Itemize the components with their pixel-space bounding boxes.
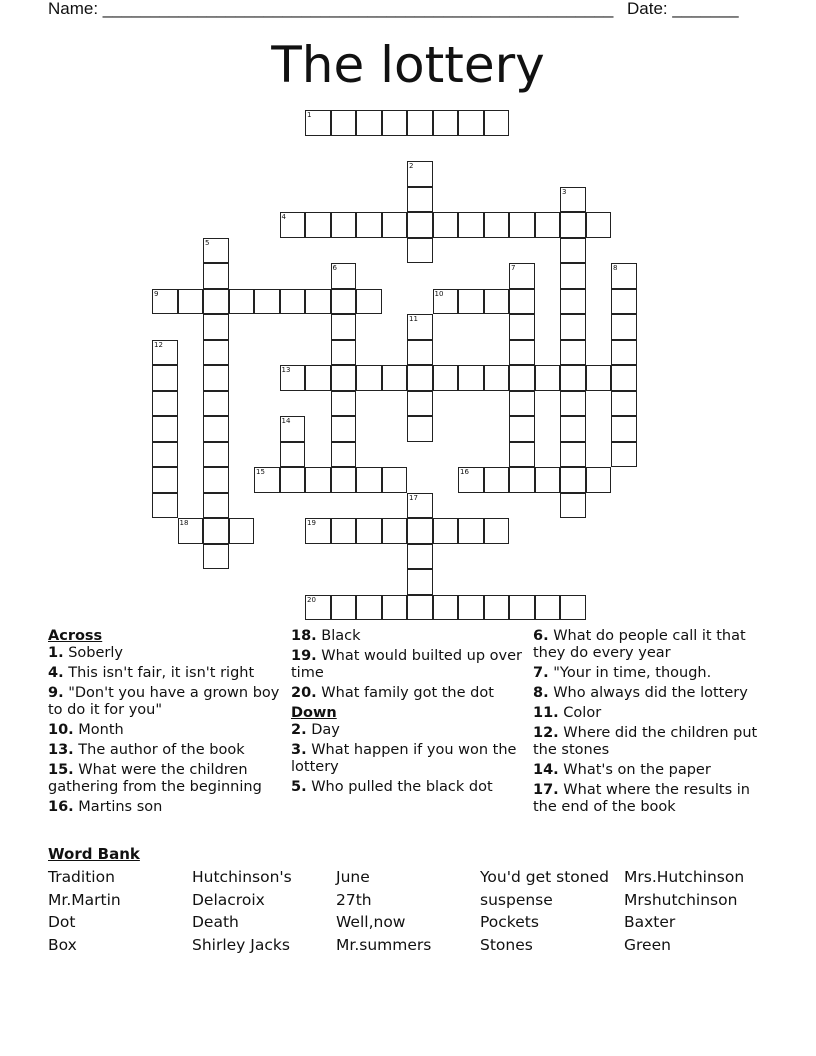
clue-text: "Your in time, though. [548, 665, 712, 681]
grid-cell[interactable] [331, 110, 357, 136]
clue-item [533, 685, 773, 702]
grid-cell[interactable] [152, 493, 178, 519]
clue-number: 17 [409, 493, 418, 502]
grid-cell[interactable] [560, 391, 586, 417]
grid-cell[interactable] [560, 416, 586, 442]
clue-text: Who pulled the black dot [306, 779, 493, 795]
grid-cell[interactable] [560, 442, 586, 468]
clue-item [533, 705, 773, 722]
grid-cell[interactable] [331, 314, 357, 340]
grid-cell[interactable] [407, 238, 433, 264]
clue-item [533, 665, 773, 682]
grid-cell[interactable] [305, 467, 331, 493]
grid-cell[interactable] [331, 263, 357, 289]
word-bank-item: Pockets [480, 913, 539, 931]
clue-number-label: 7. [533, 665, 549, 681]
grid-cell[interactable] [331, 289, 357, 315]
clue-number-label: 19. [291, 648, 317, 664]
grid-cell[interactable] [407, 544, 433, 570]
grid-cell[interactable] [484, 365, 510, 391]
grid-cell[interactable] [509, 340, 535, 366]
grid-cell[interactable] [152, 442, 178, 468]
grid-cell[interactable] [560, 493, 586, 519]
clue-text: "Don't you have a grown boy to do it for you" [48, 685, 280, 718]
grid-cell[interactable] [331, 595, 357, 621]
clue-item [291, 742, 531, 776]
word-bank-item: Mr.Martin [48, 891, 121, 909]
grid-cell[interactable] [509, 289, 535, 315]
grid-cell[interactable] [331, 416, 357, 442]
grid-cell[interactable] [407, 518, 433, 544]
grid-cell[interactable] [509, 391, 535, 417]
clue-item [48, 762, 288, 796]
word-bank-item: suspense [480, 891, 553, 909]
grid-cell[interactable] [433, 595, 459, 621]
grid-cell[interactable] [203, 467, 229, 493]
grid-cell[interactable] [407, 569, 433, 595]
clue-item [533, 762, 773, 779]
clue-item [291, 648, 531, 682]
grid-cell[interactable] [611, 442, 637, 468]
grid-cell[interactable] [586, 212, 612, 238]
clue-number-label: 12. [533, 725, 559, 741]
clue-item [48, 665, 288, 682]
grid-cell[interactable] [280, 467, 306, 493]
date-field-label: Date: _______ [627, 0, 739, 18]
clue-text: Soberly [63, 645, 123, 661]
grid-cell[interactable] [280, 442, 306, 468]
grid-cell[interactable] [560, 314, 586, 340]
grid-cell[interactable] [611, 289, 637, 315]
grid-cell[interactable] [433, 518, 459, 544]
grid-cell[interactable] [254, 467, 280, 493]
grid-cell[interactable] [254, 289, 280, 315]
grid-cell[interactable] [433, 289, 459, 315]
clue-number-label: 8. [533, 685, 549, 701]
clue-item [533, 628, 773, 662]
name-field-label: Name: ______________________________________________________ [48, 0, 614, 18]
word-bank-item: Death [192, 913, 239, 931]
clue-number: 6 [332, 264, 337, 272]
grid-cell[interactable] [458, 289, 484, 315]
grid-cell[interactable] [484, 467, 510, 493]
clue-number-label: 6. [533, 628, 549, 644]
clue-number: 8 [613, 264, 618, 272]
grid-cell[interactable] [407, 110, 433, 136]
grid-cell[interactable] [586, 365, 612, 391]
clue-number-label: 10. [48, 722, 74, 738]
word-bank-item: Dot [48, 913, 76, 931]
grid-cell[interactable] [611, 391, 637, 417]
word-bank-item: Mr.summers [336, 936, 432, 954]
clue-text: The author of the book [73, 742, 245, 758]
clue-text: What do people call it that they do every year [533, 628, 746, 661]
clue-text: What happen if you won the lottery [291, 742, 517, 775]
grid-cell[interactable] [484, 212, 510, 238]
grid-cell[interactable] [560, 289, 586, 315]
clue-number: 15 [256, 468, 265, 476]
grid-cell[interactable] [484, 518, 510, 544]
grid-cell[interactable] [509, 595, 535, 621]
down-heading: Down [291, 705, 337, 721]
grid-cell[interactable] [280, 365, 306, 391]
grid-cell[interactable] [560, 467, 586, 493]
grid-cell[interactable] [305, 212, 331, 238]
grid-cell[interactable] [509, 365, 535, 391]
clue-number-label: 13. [48, 742, 74, 758]
grid-cell[interactable] [152, 467, 178, 493]
clue-item [533, 725, 773, 759]
clue-text: What family got the dot [316, 685, 494, 701]
across-heading: Across [48, 628, 103, 644]
clue-text: Color [558, 705, 602, 721]
clue-number-label: 5. [291, 779, 307, 795]
grid-cell[interactable] [356, 365, 382, 391]
clue-text: What would builted up over time [291, 648, 522, 681]
clue-item [291, 685, 531, 702]
clue-text: Where did the children put the stones [533, 725, 758, 758]
grid-cell[interactable] [433, 110, 459, 136]
grid-cell[interactable] [560, 212, 586, 238]
word-bank-item: Stones [480, 936, 533, 954]
grid-cell[interactable] [203, 289, 229, 315]
down-clue-list-continued [533, 628, 773, 816]
grid-cell[interactable] [407, 416, 433, 442]
word-bank-item: Hutchinson's [192, 868, 292, 886]
grid-cell[interactable] [229, 518, 255, 544]
clue-number: 2 [409, 162, 414, 170]
grid-cell[interactable] [407, 212, 433, 238]
grid-cell[interactable] [331, 442, 357, 468]
grid-cell[interactable] [535, 467, 561, 493]
grid-cell[interactable] [356, 212, 382, 238]
grid-cell[interactable] [203, 340, 229, 366]
grid-cell[interactable] [407, 340, 433, 366]
clue-text: Who always did the lottery [548, 685, 748, 701]
grid-cell[interactable] [382, 595, 408, 621]
grid-cell[interactable] [203, 544, 229, 570]
clue-number: 19 [307, 519, 316, 527]
grid-cell[interactable] [407, 365, 433, 391]
word-bank-item: Mrs.Hutchinson [624, 868, 745, 886]
grid-cell[interactable] [203, 416, 229, 442]
grid-cell[interactable] [407, 314, 433, 340]
grid-cell[interactable] [484, 289, 510, 315]
grid-cell[interactable] [484, 595, 510, 621]
grid-cell[interactable] [509, 314, 535, 340]
grid-cell[interactable] [433, 365, 459, 391]
grid-cell[interactable] [203, 442, 229, 468]
grid-cell[interactable] [356, 467, 382, 493]
clue-number: 7 [511, 264, 516, 272]
clues-column-3 [533, 628, 773, 819]
clue-number: 16 [460, 468, 469, 476]
grid-cell[interactable] [229, 289, 255, 315]
grid-cell[interactable] [611, 416, 637, 442]
grid-cell[interactable] [203, 314, 229, 340]
grid-cell[interactable] [331, 365, 357, 391]
clue-text: What's on the paper [558, 762, 711, 778]
grid-cell[interactable] [407, 493, 433, 519]
grid-cell[interactable] [203, 493, 229, 519]
word-bank-item: You'd get stoned [480, 868, 609, 886]
grid-cell[interactable] [407, 595, 433, 621]
grid-cell[interactable] [305, 365, 331, 391]
clues-column-2 [291, 628, 531, 799]
page-title: The lottery [271, 36, 545, 94]
grid-cell[interactable] [560, 238, 586, 264]
clue-text: Month [73, 722, 124, 738]
grid-cell[interactable] [331, 391, 357, 417]
grid-cell[interactable] [305, 110, 331, 136]
clue-number-label: 9. [48, 685, 64, 701]
word-bank-item: Baxter [624, 913, 676, 931]
clue-number-label: 17. [533, 782, 559, 798]
grid-cell[interactable] [382, 110, 408, 136]
grid-cell[interactable] [407, 161, 433, 187]
grid-cell[interactable] [611, 340, 637, 366]
grid-cell[interactable] [509, 467, 535, 493]
grid-cell[interactable] [152, 289, 178, 315]
grid-cell[interactable] [331, 340, 357, 366]
grid-cell[interactable] [484, 110, 510, 136]
clue-item [48, 722, 288, 739]
word-bank-title: Word Bank [48, 845, 140, 863]
grid-cell[interactable] [356, 595, 382, 621]
grid-cell[interactable] [280, 416, 306, 442]
clue-number: 5 [205, 238, 210, 247]
grid-cell[interactable] [203, 238, 229, 264]
grid-cell[interactable] [203, 263, 229, 289]
word-bank-item: Shirley Jacks [192, 936, 290, 954]
grid-cell[interactable] [203, 391, 229, 417]
grid-cell[interactable] [331, 518, 357, 544]
grid-cell[interactable] [382, 467, 408, 493]
word-bank-item: 27th [336, 891, 372, 909]
clue-item [533, 782, 773, 816]
grid-cell[interactable] [509, 442, 535, 468]
grid-cell[interactable] [458, 467, 484, 493]
clue-number: 20 [307, 595, 316, 604]
grid-cell[interactable] [356, 289, 382, 315]
clue-text: What were the children gathering from the beginning [48, 762, 262, 795]
grid-cell[interactable] [611, 314, 637, 340]
clue-number-label: 16. [48, 799, 74, 815]
clue-number-label: 2. [291, 722, 307, 738]
word-bank-item: Mrshutchinson [624, 891, 738, 909]
grid-cell[interactable] [407, 187, 433, 213]
grid-cell[interactable] [509, 212, 535, 238]
grid-cell[interactable] [560, 187, 586, 213]
clue-item [291, 722, 531, 739]
grid-cell[interactable] [152, 391, 178, 417]
clues-column-1 [48, 628, 288, 819]
grid-cell[interactable] [203, 518, 229, 544]
clue-number-label: 4. [48, 665, 64, 681]
clue-item [48, 645, 288, 662]
clue-text: Martins son [73, 799, 163, 815]
clue-number: 13 [281, 366, 291, 374]
grid-cell[interactable] [356, 518, 382, 544]
grid-cell[interactable] [535, 595, 561, 621]
grid-cell[interactable] [586, 467, 612, 493]
clue-text: This isn't fair, it isn't right [63, 665, 255, 681]
grid-cell[interactable] [458, 212, 484, 238]
grid-cell[interactable] [458, 595, 484, 621]
grid-cell[interactable] [305, 595, 331, 621]
clue-number: 3 [562, 187, 567, 196]
grid-cell[interactable] [458, 110, 484, 136]
grid-cell[interactable] [433, 212, 459, 238]
grid-cell[interactable] [560, 595, 586, 621]
clue-number-label: 1. [48, 645, 64, 661]
clue-number: 10 [434, 289, 444, 298]
grid-cell[interactable] [331, 212, 357, 238]
grid-cell[interactable] [509, 416, 535, 442]
grid-cell[interactable] [458, 365, 484, 391]
clue-number: 18 [179, 519, 189, 527]
grid-cell[interactable] [280, 212, 306, 238]
grid-cell[interactable] [382, 212, 408, 238]
grid-cell[interactable] [305, 518, 331, 544]
clue-number-label: 15. [48, 762, 74, 778]
grid-cell[interactable] [560, 365, 586, 391]
grid-cell[interactable] [382, 365, 408, 391]
grid-cell[interactable] [152, 416, 178, 442]
clue-number-label: 14. [533, 762, 559, 778]
clue-item [291, 779, 531, 796]
clue-text: What where the results in the end of the book [533, 782, 750, 815]
down-clue-list [291, 722, 531, 796]
grid-cell[interactable] [535, 365, 561, 391]
clue-number: 1 [307, 111, 312, 119]
grid-cell[interactable] [535, 212, 561, 238]
grid-cell[interactable] [178, 518, 204, 544]
grid-cell[interactable] [509, 263, 535, 289]
word-bank-item: Delacroix [192, 891, 265, 909]
clue-item [291, 628, 531, 645]
clue-item [48, 685, 288, 719]
clue-number-label: 20. [291, 685, 317, 701]
word-bank-item: June [336, 868, 370, 886]
grid-cell[interactable] [611, 263, 637, 289]
grid-cell[interactable] [178, 289, 204, 315]
clue-number: 12 [154, 340, 163, 349]
clue-number-label: 11. [533, 705, 559, 721]
clue-number: 4 [281, 213, 286, 221]
word-bank-item: Green [624, 936, 671, 954]
clue-item [48, 742, 288, 759]
clue-number: 14 [281, 417, 291, 425]
clue-number-label: 18. [291, 628, 317, 644]
clue-number: 11 [409, 315, 418, 323]
clue-number-label: 3. [291, 742, 307, 758]
grid-cell[interactable] [560, 263, 586, 289]
clue-number: 9 [154, 289, 159, 298]
grid-cell[interactable] [560, 340, 586, 366]
grid-cell[interactable] [382, 518, 408, 544]
grid-cell[interactable] [331, 467, 357, 493]
grid-cell[interactable] [152, 340, 178, 366]
grid-cell[interactable] [152, 365, 178, 391]
word-bank-item: Box [48, 936, 77, 954]
grid-cell[interactable] [407, 391, 433, 417]
clue-text: Day [306, 722, 340, 738]
grid-cell[interactable] [611, 365, 637, 391]
grid-cell[interactable] [280, 289, 306, 315]
across-clue-list [48, 645, 288, 816]
word-bank-item: Well,now [336, 913, 406, 931]
clue-text: Black [316, 628, 361, 644]
grid-cell[interactable] [356, 110, 382, 136]
across-clue-list-continued [291, 628, 531, 702]
grid-cell[interactable] [458, 518, 484, 544]
clue-item [48, 799, 288, 816]
grid-cell[interactable] [305, 289, 331, 315]
word-bank-item: Tradition [48, 868, 115, 886]
grid-cell[interactable] [203, 365, 229, 391]
